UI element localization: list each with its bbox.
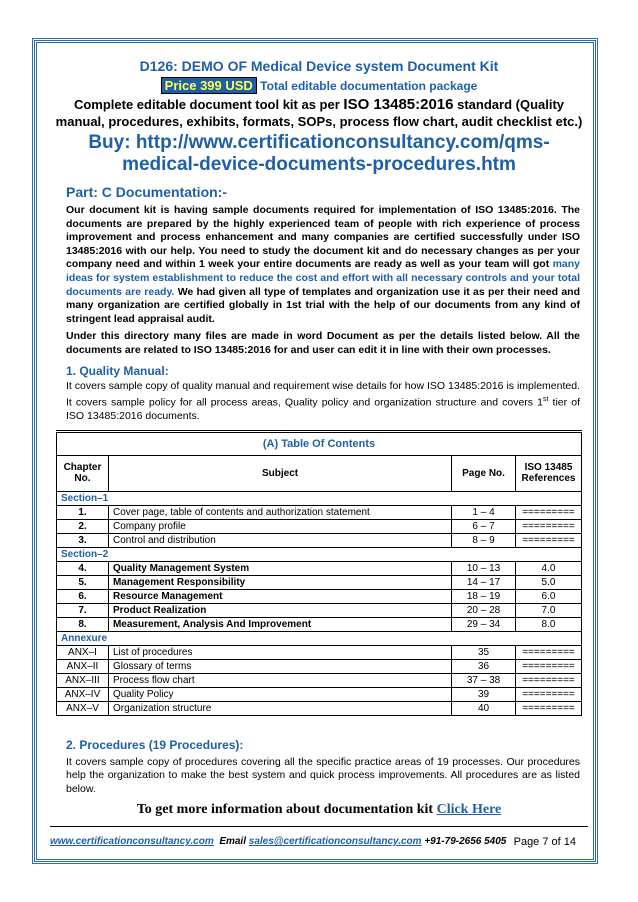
footer-phone: +91-79-2656 5405: [424, 836, 507, 847]
page-footer: [50, 836, 588, 847]
toc-cell-ref: 8.0: [515, 617, 581, 631]
toc-cell-page: 1 – 4: [452, 505, 516, 519]
toc-cell-page: 39: [452, 687, 516, 701]
price-badge: Price 399 USD: [161, 77, 257, 94]
toc-cell-no: 7.: [57, 603, 109, 617]
toc-cell-ref: 7.0: [515, 603, 581, 617]
toc-cell-subject: Cover page, table of contents and authorization statement: [108, 505, 451, 519]
toc-cell-subject: Glossary of terms: [108, 659, 451, 673]
more-info-text: To get more information about documentation kit: [136, 802, 437, 817]
quality-manual-text: [66, 380, 580, 424]
toc-cell-ref: =========: [515, 659, 581, 673]
toc-cell-no: 4.: [57, 561, 109, 575]
procedures-text: It covers sample copy of procedures covering all the specific practice areas of 19 processes. Our procedures help the organization to make the best system and quick process improvements. All procedures are as listed below.: [66, 755, 580, 795]
toc-cell-subject: Company profile: [108, 519, 451, 533]
page-content: [50, 52, 588, 796]
more-info-line: [50, 802, 588, 818]
table-of-contents: [56, 430, 582, 716]
toc-cell-page: 10 – 13: [452, 561, 516, 575]
toc-cell-ref: 4.0: [515, 561, 581, 575]
footer-email-label: Email: [219, 836, 249, 847]
toc-cell-no: 8.: [57, 617, 109, 631]
toc-cell-ref: =========: [515, 533, 581, 547]
toc-cell-subject: Organization structure: [108, 701, 451, 715]
toc-header-page: Page No.: [452, 455, 516, 491]
table-row: [57, 617, 582, 631]
toc-title: (A) Table Of Contents: [57, 431, 582, 455]
toc-header-chapter: Chapter No.: [57, 455, 109, 491]
toc-cell-subject: List of procedures: [108, 645, 451, 659]
toc-cell-page: 40: [452, 701, 516, 715]
tagline-pre: Complete editable document tool kit as per: [73, 97, 344, 112]
toc-cell-no: 2.: [57, 519, 109, 533]
toc-cell-page: 36: [452, 659, 516, 673]
tagline-iso: ISO 13485:2016: [343, 96, 454, 113]
toc-cell-ref: =========: [515, 673, 581, 687]
tagline: [50, 96, 588, 130]
toc-header-iso: ISO 13485 References: [515, 455, 581, 491]
toc-cell-subject: Management Responsibility: [108, 575, 451, 589]
quality-manual-heading: 1. Quality Manual:: [66, 363, 169, 378]
table-row: [57, 687, 582, 701]
qm-text-sup: st: [543, 396, 549, 404]
table-row: [57, 505, 582, 519]
toc-cell-no: 1.: [57, 505, 109, 519]
toc-cell-subject: Quality Management System: [108, 561, 451, 575]
price-description: Total editable documentation package: [260, 79, 478, 93]
table-row: [57, 589, 582, 603]
footer-divider: [50, 826, 588, 827]
footer-website-link[interactable]: www.certificationconsultancy.com: [50, 836, 214, 847]
table-row: [57, 519, 582, 533]
toc-cell-no: 5.: [57, 575, 109, 589]
page-number: Page 7 of 14: [513, 836, 576, 848]
table-row: [57, 659, 582, 673]
table-row: [57, 561, 582, 575]
qm-text-b: tier of ISO 13485:2016 documents.: [66, 396, 580, 423]
price-line: [50, 78, 588, 93]
buy-link[interactable]: Buy: http://www.certificationconsultancy.com/qms-medical-device-documents-procedures.htm: [88, 132, 550, 175]
toc-annexure-label: Annexure: [57, 631, 582, 645]
toc-cell-page: 18 – 19: [452, 589, 516, 603]
intro-text-a: Our document kit is having sample documents required for implementation of ISO 13485:2016. The documents are prepared by the highly experienced team of people with rich experience of process improvement and process enhancement and many companies are certified successfully under ISO 13485:2016 with our help. You need to study the document kit and do necessary changes as per your company need and within 1 week your entire documents are ready as well as your team will got: [66, 204, 580, 271]
toc-cell-ref: 5.0: [515, 575, 581, 589]
toc-cell-page: 35: [452, 645, 516, 659]
table-row: [57, 533, 582, 547]
toc-header-row: [57, 455, 582, 491]
toc-cell-page: 20 – 28: [452, 603, 516, 617]
qm-text-a: It covers sample copy of quality manual and requirement wise details for how ISO 13485:2016 is implemented. It covers sample policy for all process areas, Quality policy and organization structure and covers 1: [66, 379, 580, 409]
toc-section1-label: Section–1: [57, 491, 582, 505]
directory-paragraph: Under this directory many files are made in word Document as per the details listed below. All the documents are related to ISO 13485:2016 for and user can edit it in line with their own processes.: [66, 330, 580, 356]
intro-text-b: We had given all type of templates and organization use it as per their need and many organization are certified globally in 1st trial with the help of our documents from any kind of stringent lead appraisal audit.: [66, 285, 580, 325]
toc-cell-no: ANX–III: [57, 673, 109, 687]
footer-email-link[interactable]: sales@certificationconsultancy.com: [248, 836, 422, 847]
toc-cell-subject: Product Realization: [108, 603, 451, 617]
toc-cell-subject: Process flow chart: [108, 673, 451, 687]
intro-paragraph: [66, 204, 580, 326]
toc-cell-page: 37 – 38: [452, 673, 516, 687]
toc-cell-subject: Measurement, Analysis And Improvement: [108, 617, 451, 631]
toc-cell-no: ANX–V: [57, 701, 109, 715]
toc-cell-ref: =========: [515, 687, 581, 701]
table-row: [57, 603, 582, 617]
toc-cell-page: 6 – 7: [452, 519, 516, 533]
toc-cell-ref: =========: [515, 505, 581, 519]
toc-cell-no: ANX–IV: [57, 687, 109, 701]
toc-cell-ref: =========: [515, 645, 581, 659]
toc-cell-page: 29 – 34: [452, 617, 516, 631]
document-title: D126: DEMO OF Medical Device system Document Kit: [139, 58, 499, 74]
table-row: [57, 701, 582, 715]
toc-cell-page: 8 – 9: [452, 533, 516, 547]
table-row: [57, 645, 582, 659]
part-title: Part: C Documentation:-: [66, 184, 227, 200]
click-here-link[interactable]: Click Here: [436, 802, 502, 817]
procedures-heading: 2. Procedures (19 Procedures):: [66, 737, 244, 752]
table-row: [57, 673, 582, 687]
toc-cell-ref: =========: [515, 701, 581, 715]
table-row: [57, 575, 582, 589]
tagline-post: standard (Quality manual, procedures, exhibits, formats, SOPs, process flow chart, audit checklist etc.): [55, 97, 583, 129]
toc-cell-page: 14 – 17: [452, 575, 516, 589]
toc-cell-ref: =========: [515, 519, 581, 533]
toc-cell-no: ANX–II: [57, 659, 109, 673]
toc-section2-label: Section–2: [57, 547, 582, 561]
intro-highlight: many ideas for system establishment to reduce the cost and effort with all necessary controls and your total documents are ready.: [66, 258, 580, 298]
toc-cell-ref: 6.0: [515, 589, 581, 603]
toc-cell-subject: Control and distribution: [108, 533, 451, 547]
toc-cell-no: 6.: [57, 589, 109, 603]
toc-cell-no: ANX–I: [57, 645, 109, 659]
toc-header-subject: Subject: [108, 455, 451, 491]
toc-cell-subject: Quality Policy: [108, 687, 451, 701]
toc-cell-no: 3.: [57, 533, 109, 547]
toc-cell-subject: Resource Management: [108, 589, 451, 603]
